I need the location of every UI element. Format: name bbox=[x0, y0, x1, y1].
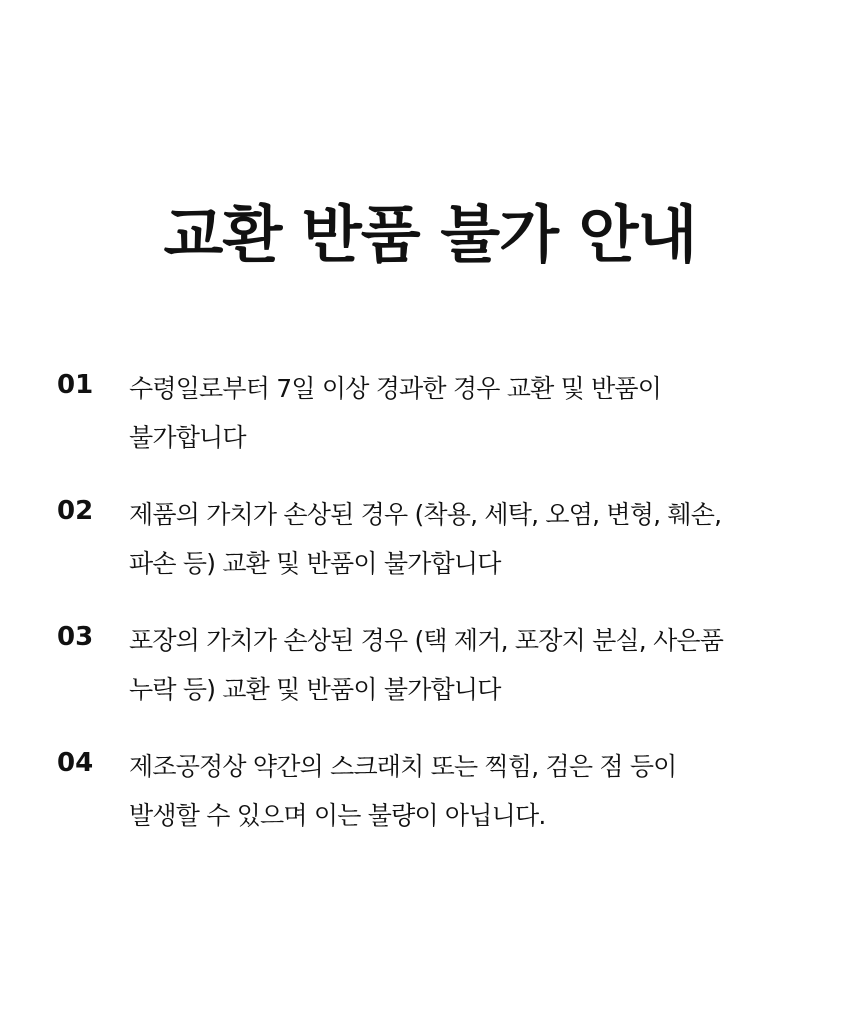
list-item bbox=[0, 612, 860, 738]
item-number: 01 bbox=[57, 370, 94, 400]
item-text-line: 누락 등) 교환 및 반품이 불가합니다 bbox=[129, 675, 501, 704]
item-text bbox=[129, 616, 809, 714]
item-number: 04 bbox=[57, 748, 94, 778]
item-text-line: 수령일로부터 7일 이상 경과한 경우 교환 및 반품이 bbox=[129, 374, 662, 403]
item-text bbox=[129, 364, 809, 462]
item-text-line: 발생할 수 있으며 이는 불량이 아닙니다. bbox=[129, 801, 546, 830]
item-text bbox=[129, 490, 809, 588]
item-text-line: 제조공정상 약간의 스크래치 또는 찍힘, 검은 점 등이 bbox=[129, 752, 677, 781]
item-text-line: 포장의 가치가 손상된 경우 (택 제거, 포장지 분실, 사은품 bbox=[129, 626, 724, 655]
item-number: 03 bbox=[57, 622, 94, 652]
list-item bbox=[0, 360, 860, 486]
page-title: 교환 반품 불가 안내 bbox=[163, 198, 697, 271]
item-text bbox=[129, 742, 809, 840]
item-number: 02 bbox=[57, 496, 94, 526]
item-text-line: 제품의 가치가 손상된 경우 (착용, 세탁, 오염, 변형, 훼손, bbox=[129, 500, 722, 529]
list-item bbox=[0, 486, 860, 612]
notice-list bbox=[0, 360, 860, 864]
item-text-line: 불가합니다 bbox=[129, 423, 246, 452]
item-text-line: 파손 등) 교환 및 반품이 불가합니다 bbox=[129, 549, 501, 578]
list-item bbox=[0, 738, 860, 864]
